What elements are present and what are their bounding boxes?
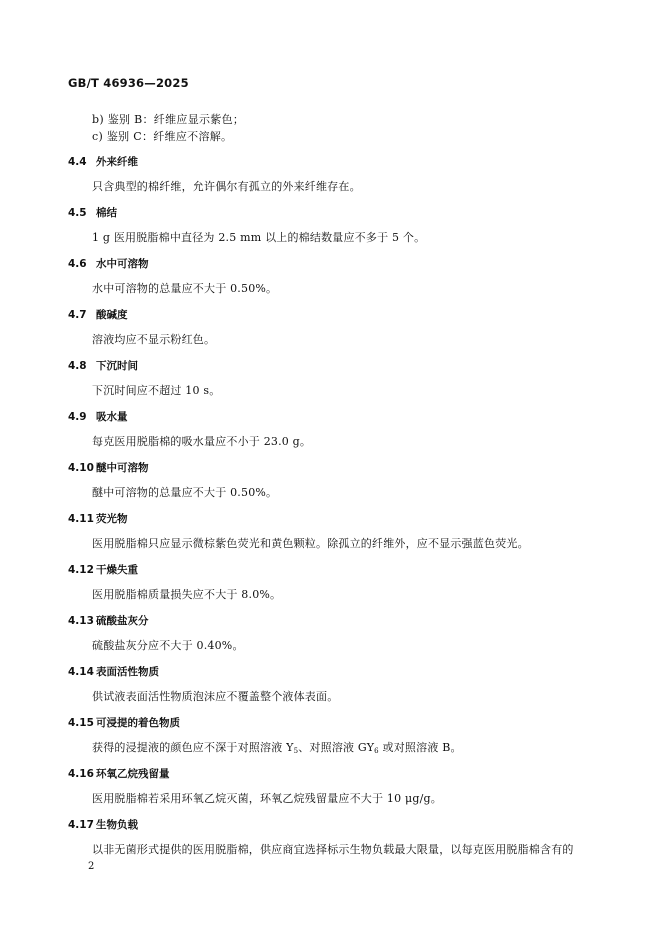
section-title: 棉结 [96, 207, 117, 219]
section-title: 水中可溶物 [96, 258, 149, 270]
section-body: 以非无菌形式提供的医用脱脂棉，供应商宜选择标示生物负载最大限量，以每克医用脱脂棉含有的 [92, 843, 574, 856]
section-heading [68, 664, 159, 679]
section-number: 4.16 [68, 768, 94, 780]
section-number: 4.13 [68, 615, 94, 627]
section-heading [68, 562, 138, 577]
standard-code-header: GB/T 46936—2025 [68, 76, 189, 90]
section-title: 生物负载 [96, 819, 138, 831]
section-body: 医用脱脂棉只应显示微棕紫色荧光和黄色颗粒。除孤立的纤维外，应不显示强蓝色荧光。 [92, 537, 529, 550]
body-text: 或对照溶液 B。 [378, 741, 462, 754]
section-body: 每克医用脱脂棉的吸水量应不小于 23.0 g。 [92, 435, 312, 448]
section-number: 4.9 [68, 411, 87, 423]
section-number: 4.14 [68, 666, 94, 678]
section-number: 4.12 [68, 564, 94, 576]
section-number: 4.4 [68, 156, 87, 168]
section-title: 吸水量 [96, 411, 128, 423]
section-title: 下沉时间 [96, 360, 138, 372]
section-heading [68, 766, 170, 781]
section-body: 硫酸盐灰分应不大于 0.40%。 [92, 639, 244, 652]
section-heading [68, 460, 149, 475]
section-body: 医用脱脂棉若采用环氧乙烷灭菌，环氧乙烷残留量应不大于 10 μg/g。 [92, 792, 442, 805]
section-body: 医用脱脂棉质量损失应不大于 8.0%。 [92, 588, 282, 601]
list-item: c) 鉴别 C：纤维应不溶解。 [92, 130, 233, 143]
section-heading [68, 817, 138, 832]
section-number: 4.6 [68, 258, 87, 270]
section-number: 4.17 [68, 819, 94, 831]
section-body: 溶液均应不显示粉红色。 [92, 333, 216, 346]
subscript: 5 [293, 747, 299, 755]
section-number: 4.10 [68, 462, 94, 474]
section-body: 醚中可溶物的总量应不大于 0.50%。 [92, 486, 278, 499]
section-title: 醚中可溶物 [96, 462, 149, 474]
section-body: 供试液表面活性物质泡沫应不覆盖整个液体表面。 [92, 690, 339, 703]
section-heading [68, 715, 180, 730]
section-heading [68, 358, 138, 373]
section-title: 表面活性物质 [96, 666, 159, 678]
section-heading [68, 511, 128, 526]
section-number: 4.5 [68, 207, 87, 219]
section-title: 环氧乙烷残留量 [96, 768, 170, 780]
section-title: 可浸提的着色物质 [96, 717, 180, 729]
section-number: 4.7 [68, 309, 87, 321]
section-title: 荧光物 [96, 513, 128, 525]
body-text: 获得的浸提液的颜色应不深于对照溶液 Y [92, 741, 294, 754]
section-heading [68, 613, 149, 628]
body-text: 、对照溶液 GY [298, 741, 375, 754]
section-title: 外来纤维 [96, 156, 138, 168]
section-body: 1 g 医用脱脂棉中直径为 2.5 mm 以上的棉结数量应不多于 5 个。 [92, 231, 426, 244]
section-heading [68, 154, 138, 169]
section-heading [68, 307, 128, 322]
section-number: 4.15 [68, 717, 94, 729]
section-number: 4.11 [68, 513, 94, 525]
section-title: 干燥失重 [96, 564, 138, 576]
section-heading [68, 256, 149, 271]
section-number: 4.8 [68, 360, 87, 372]
section-title: 酸碱度 [96, 309, 128, 321]
section-body [92, 739, 462, 755]
section-title: 硫酸盐灰分 [96, 615, 149, 627]
section-body: 下沉时间应不超过 10 s。 [92, 384, 221, 397]
page-number: 2 [88, 861, 95, 872]
section-heading [68, 409, 128, 424]
section-heading [68, 205, 117, 220]
subscript: 6 [374, 747, 379, 755]
section-body: 只含典型的棉纤维，允许偶尔有孤立的外来纤维存在。 [92, 180, 361, 193]
list-item: b) 鉴别 B：纤维应显示紫色； [92, 113, 245, 126]
section-body: 水中可溶物的总量应不大于 0.50%。 [92, 282, 278, 295]
